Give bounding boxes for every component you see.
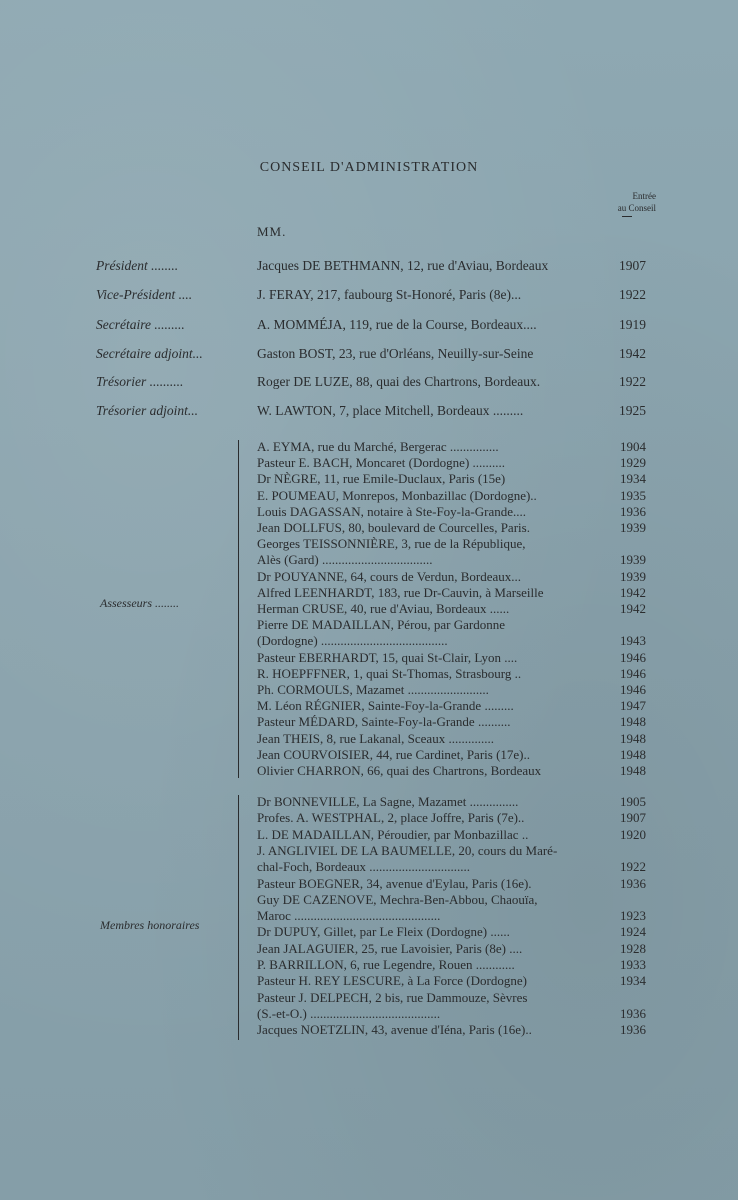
assesseurs-year: 1936 bbox=[620, 503, 646, 519]
officer-role: Président ........ bbox=[96, 258, 179, 273]
officer-year: 1919 bbox=[619, 317, 646, 332]
honoraires-year: 1923 bbox=[620, 908, 646, 924]
entry-header-dash bbox=[622, 216, 632, 217]
honoraires-row bbox=[0, 828, 738, 842]
assesseurs-name: M. Léon RÉGNIER, Sainte-Foy-la-Grande ......... bbox=[257, 699, 514, 714]
assesseurs-row bbox=[0, 618, 738, 632]
honoraires-row bbox=[0, 974, 738, 988]
assesseurs-year: 1939 bbox=[620, 552, 646, 568]
assesseurs-row bbox=[0, 764, 738, 778]
assesseurs-year: 1946 bbox=[620, 649, 646, 665]
assesseurs-year: 1946 bbox=[620, 682, 646, 697]
officer-name: Jacques DE BETHMANN, 12, rue d'Aviau, Bordeaux bbox=[257, 258, 549, 273]
assesseurs-name: Georges TEISSONNIÈRE, 3, rue de la République, bbox=[257, 537, 526, 552]
honoraires-row bbox=[0, 844, 738, 858]
honoraires-year: 1905 bbox=[620, 794, 646, 809]
assesseurs-year: 1948 bbox=[620, 763, 646, 778]
officer-year: 1925 bbox=[619, 403, 646, 418]
assesseurs-name: Pasteur E. BACH, Moncaret (Dordogne) .......... bbox=[257, 456, 506, 471]
officer-name: J. FERAY, 217, faubourg St-Honoré, Paris (8e)... bbox=[257, 287, 522, 302]
assesseurs-row bbox=[0, 537, 738, 551]
assesseurs-year: 1942 bbox=[620, 601, 646, 616]
assesseurs-year: 1934 bbox=[620, 471, 646, 487]
officer-row bbox=[0, 317, 738, 337]
honoraires-year: 1936 bbox=[620, 875, 646, 891]
honoraires-row bbox=[0, 877, 738, 891]
honoraires-row bbox=[0, 860, 738, 874]
honoraires-year: 1924 bbox=[620, 924, 646, 940]
officer-year: 1907 bbox=[619, 258, 646, 273]
assesseurs-year: 1948 bbox=[620, 730, 646, 746]
assesseurs-name: Alfred LEENHARDT, 183, rue Dr-Cauvin, à Marseille bbox=[257, 585, 544, 600]
assesseurs-row bbox=[0, 683, 738, 697]
officer-row bbox=[0, 403, 738, 423]
assesseurs-row bbox=[0, 667, 738, 681]
honoraires-row bbox=[0, 811, 738, 825]
assesseurs-name: E. POUMEAU, Monrepos, Monbazillac (Dordogne).. bbox=[257, 488, 537, 503]
honoraires-name: Guy DE CAZENOVE, Mechra-Ben-Abbou, Chaouïa, bbox=[257, 892, 538, 907]
officer-name: Roger DE LUZE, 88, quai des Chartrons, Bordeaux. bbox=[257, 374, 541, 389]
assesseurs-name: Dr POUYANNE, 64, cours de Verdun, Bordeaux... bbox=[257, 569, 522, 584]
honoraires-name: Pasteur J. DELPECH, 2 bis, rue Dammouze, Sèvres bbox=[257, 990, 528, 1005]
honoraires-row bbox=[0, 991, 738, 1005]
entry-column-header bbox=[596, 190, 656, 214]
honoraires-year: 1936 bbox=[620, 1022, 646, 1038]
page-title: CONSEIL D'ADMINISTRATION bbox=[259, 160, 479, 175]
assesseurs-name: Herman CRUSE, 40, rue d'Aviau, Bordeaux ...... bbox=[257, 602, 510, 616]
officer-name: W. LAWTON, 7, place Mitchell, Bordeaux ......... bbox=[257, 403, 524, 418]
officer-year: 1922 bbox=[619, 287, 646, 302]
assesseurs-year: 1939 bbox=[620, 520, 646, 535]
officer-row bbox=[0, 374, 738, 394]
assesseurs-row bbox=[0, 570, 738, 584]
officer-row bbox=[0, 346, 738, 366]
honoraires-name: Jacques NOETZLIN, 43, avenue d'Iéna, Paris (16e).. bbox=[257, 1023, 532, 1038]
assesseurs-name: Louis DAGASSAN, notaire à Ste-Foy-la-Grande.... bbox=[257, 504, 526, 519]
assesseurs-row bbox=[0, 489, 738, 503]
officer-row bbox=[0, 258, 738, 278]
assesseurs-row bbox=[0, 521, 738, 535]
honoraires-name: Dr DUPUY, Gillet, par Le Fleix (Dordogne) ...... bbox=[257, 925, 510, 940]
honoraires-year: 1922 bbox=[620, 859, 646, 875]
honoraires-row bbox=[0, 909, 738, 923]
honoraires-label: Membres honoraires bbox=[100, 918, 200, 932]
officer-role: Trésorier adjoint... bbox=[96, 403, 199, 418]
assesseurs-row bbox=[0, 586, 738, 600]
honoraires-name: Pasteur H. REY LESCURE, à La Force (Dordogne) bbox=[257, 974, 527, 989]
assesseurs-year: 1943 bbox=[620, 633, 646, 649]
assesseurs-name: Olivier CHARRON, 66, quai des Chartrons, Bordeaux bbox=[257, 764, 542, 778]
salutation-mm: MM. bbox=[257, 224, 287, 239]
honoraires-year: 1928 bbox=[620, 940, 646, 956]
assesseurs-row bbox=[0, 553, 738, 567]
assesseurs-name: Pasteur EBERHARDT, 15, quai St-Clair, Lyon .... bbox=[257, 650, 518, 665]
assesseurs-name: Dr NÈGRE, 11, rue Emile-Duclaux, Paris (15e) bbox=[257, 472, 506, 487]
honoraires-name: P. BARRILLON, 6, rue Legendre, Rouen ............ bbox=[257, 958, 515, 972]
assesseurs-name: Jean THEIS, 8, rue Lakanal, Sceaux .............. bbox=[257, 731, 494, 746]
honoraires-row bbox=[0, 795, 738, 809]
officer-role: Vice-Président .... bbox=[96, 287, 193, 302]
assesseurs-name: R. HOEPFFNER, 1, quai St-Thomas, Strasbourg .. bbox=[257, 666, 522, 681]
assesseurs-year: 1939 bbox=[620, 568, 646, 584]
officer-role: Trésorier .......... bbox=[96, 374, 184, 389]
assesseurs-row bbox=[0, 748, 738, 762]
assesseurs-row bbox=[0, 699, 738, 713]
assesseurs-year: 1948 bbox=[620, 746, 646, 762]
officer-year: 1942 bbox=[619, 346, 646, 361]
assesseurs-row bbox=[0, 634, 738, 648]
honoraires-row bbox=[0, 893, 738, 907]
entry-header-line1: Entrée bbox=[632, 191, 656, 201]
officer-name: A. MOMMÉJA, 119, rue de la Course, Bordeaux.... bbox=[257, 317, 537, 332]
assesseurs-row bbox=[0, 602, 738, 616]
honoraires-row bbox=[0, 1007, 738, 1021]
assesseurs-year: 1942 bbox=[620, 584, 646, 600]
assesseurs-label: Assesseurs ........ bbox=[100, 596, 180, 610]
assesseurs-row bbox=[0, 732, 738, 746]
assesseurs-name: Ph. CORMOULS, Mazamet ......................... bbox=[257, 683, 489, 697]
honoraires-row bbox=[0, 1023, 738, 1037]
honoraires-name: (S.-et-O.) ........................................ bbox=[257, 1006, 441, 1021]
honoraires-name: Maroc ............................................. bbox=[257, 909, 441, 924]
assesseurs-name: Alès (Gard) .................................. bbox=[257, 553, 433, 568]
assesseurs-name: Jean DOLLFUS, 80, boulevard de Courcelles, Paris. bbox=[257, 521, 530, 535]
honoraires-name: Dr BONNEVILLE, La Sagne, Mazamet ............... bbox=[257, 795, 519, 809]
honoraires-year: 1920 bbox=[620, 826, 646, 842]
honoraires-name: Profes. A. WESTPHAL, 2, place Joffre, Paris (7e).. bbox=[257, 811, 525, 826]
assesseurs-row bbox=[0, 505, 738, 519]
assesseurs-year: 1947 bbox=[620, 698, 646, 714]
assesseurs-row bbox=[0, 456, 738, 470]
honoraires-row bbox=[0, 958, 738, 972]
officer-role: Secrétaire adjoint... bbox=[96, 346, 203, 361]
honoraires-row bbox=[0, 925, 738, 939]
assesseurs-name: A. EYMA, rue du Marché, Bergerac ............... bbox=[257, 440, 499, 454]
assesseurs-row bbox=[0, 651, 738, 665]
officer-year: 1922 bbox=[619, 374, 646, 389]
honoraires-name: J. ANGLIVIEL DE LA BAUMELLE, 20, cours du Maré- bbox=[257, 843, 558, 858]
honoraires-name: L. DE MADAILLAN, Péroudier, par Monbazillac .. bbox=[257, 827, 529, 842]
assesseurs-row bbox=[0, 715, 738, 729]
entry-header-line2: au Conseil bbox=[617, 203, 656, 213]
assesseurs-row bbox=[0, 472, 738, 486]
honoraires-name: Jean JALAGUIER, 25, rue Lavoisier, Paris (8e) .... bbox=[257, 941, 523, 956]
honoraires-name: Pasteur BOEGNER, 34, avenue d'Eylau, Paris (16e). bbox=[257, 876, 532, 891]
honoraires-year: 1934 bbox=[620, 973, 646, 989]
honoraires-year: 1907 bbox=[620, 810, 646, 826]
officer-row bbox=[0, 287, 738, 307]
assesseurs-year: 1929 bbox=[620, 455, 646, 471]
assesseurs-row bbox=[0, 440, 738, 454]
officer-name: Gaston BOST, 23, rue d'Orléans, Neuilly-sur-Seine bbox=[257, 346, 534, 361]
assesseurs-name: (Dordogne) ....................................... bbox=[257, 634, 448, 649]
assesseurs-year: 1948 bbox=[620, 714, 646, 730]
assesseurs-year: 1946 bbox=[620, 665, 646, 681]
assesseurs-year: 1904 bbox=[620, 439, 646, 454]
assesseurs-name: Pierre DE MADAILLAN, Pérou, par Gardonne bbox=[257, 618, 506, 633]
assesseurs-year: 1935 bbox=[620, 487, 646, 503]
honoraires-name: chal-Foch, Bordeaux ............................... bbox=[257, 860, 471, 875]
assesseurs-name: Pasteur MÉDARD, Sainte-Foy-la-Grande .......... bbox=[257, 715, 511, 730]
honoraires-row bbox=[0, 942, 738, 956]
officer-role: Secrétaire ......... bbox=[96, 317, 185, 332]
assesseurs-name: Jean COURVOISIER, 44, rue Cardinet, Paris (17e).. bbox=[257, 747, 530, 762]
honoraires-year: 1933 bbox=[620, 957, 646, 972]
honoraires-year: 1936 bbox=[620, 1005, 646, 1021]
